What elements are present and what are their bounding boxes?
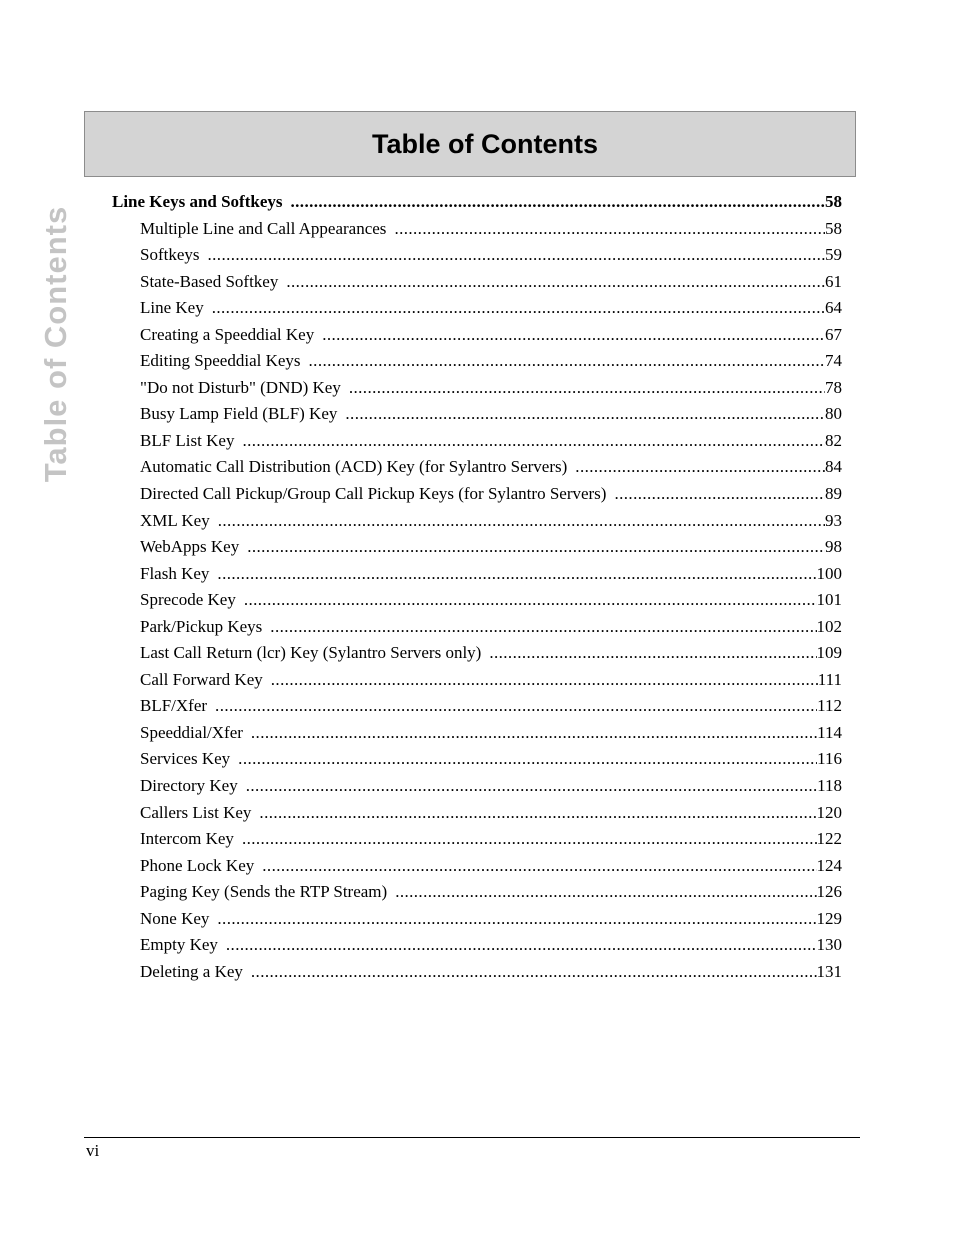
toc-entry-page: 64 — [825, 298, 842, 318]
toc-entry-title: Call Forward Key — [140, 669, 263, 689]
toc-entry-page: 58 — [825, 192, 842, 211]
toc-dot-leader — [283, 189, 826, 216]
toc-dot-leader — [567, 454, 825, 481]
toc-entry[interactable] — [112, 322, 842, 349]
toc-entry-title: Last Call Return (lcr) Key (Sylantro Servers only) — [140, 643, 482, 663]
page-title: Table of Contents — [372, 128, 598, 159]
toc-entry-title: Intercom Key — [140, 829, 234, 849]
toc-entry[interactable] — [112, 587, 842, 614]
toc-entry[interactable] — [112, 826, 842, 853]
toc-entry[interactable] — [112, 879, 842, 906]
toc-entry[interactable] — [112, 401, 842, 428]
toc-entry-title: Line Key — [140, 298, 204, 318]
toc-entry-page: 114 — [817, 722, 842, 742]
toc-entry[interactable] — [112, 720, 842, 747]
toc-entry[interactable] — [112, 561, 842, 588]
toc-entry-title: Multiple Line and Call Appearances — [140, 218, 387, 238]
toc-entry-page: 118 — [817, 776, 842, 796]
toc-entry-page: 61 — [825, 271, 842, 291]
toc-entry[interactable] — [112, 773, 842, 800]
toc-section-entry[interactable] — [112, 189, 842, 216]
toc-dot-leader — [386, 216, 825, 243]
toc-dot-leader — [234, 826, 817, 853]
toc-entry-title: Editing Speeddial Keys — [140, 351, 301, 371]
toc-entry-title: Softkeys — [140, 245, 200, 265]
toc-dot-leader — [243, 720, 817, 747]
toc-entry-page: 98 — [825, 537, 842, 557]
toc-entry[interactable] — [112, 216, 842, 243]
toc-entry-title: WebApps Key — [140, 537, 240, 557]
toc-dot-leader — [218, 932, 817, 959]
toc-entry-title: BLF List Key — [140, 430, 235, 450]
toc-entry[interactable] — [112, 906, 842, 933]
toc-entry-page: 67 — [825, 324, 842, 344]
toc-dot-leader — [337, 401, 825, 428]
toc-dot-leader — [263, 667, 818, 694]
toc-entry-title: Phone Lock Key — [140, 855, 255, 875]
toc-entry-title: Empty Key — [140, 935, 218, 955]
toc-entry[interactable] — [112, 640, 842, 667]
toc-entry-page: 111 — [817, 669, 842, 689]
toc-entry[interactable] — [112, 614, 842, 641]
side-tab-label: Table of Contents — [38, 205, 73, 483]
toc-entry[interactable] — [112, 667, 842, 694]
toc-entry-title: Directed Call Pickup/Group Call Pickup Keys (for Sylantro Servers) — [140, 484, 607, 504]
toc-entry[interactable] — [112, 508, 842, 535]
toc-entry-title: Directory Key — [140, 776, 238, 796]
toc-entry-title: Speeddial/Xfer — [140, 722, 243, 742]
toc-entry-title: BLF/Xfer — [140, 696, 208, 716]
toc-entry-title: Paging Key (Sends the RTP Stream) — [140, 882, 388, 902]
toc-entry-page: 89 — [825, 484, 842, 504]
toc-entry-page: 120 — [816, 802, 842, 822]
toc-entry-title: None Key — [140, 908, 210, 928]
toc-entry-page: 126 — [816, 882, 842, 902]
toc-entry-page: 124 — [816, 855, 842, 875]
toc-entry[interactable] — [112, 746, 842, 773]
toc-entry-title: Busy Lamp Field (BLF) Key — [140, 404, 338, 424]
toc-entry-page: 129 — [816, 908, 842, 928]
toc-entry-page: 59 — [825, 245, 842, 265]
toc-entry-title: Sprecode Key — [140, 590, 236, 610]
table-of-contents — [112, 189, 842, 985]
toc-entry-page: 74 — [825, 351, 842, 371]
toc-entry[interactable] — [112, 853, 842, 880]
toc-entry-page: 130 — [816, 935, 842, 955]
toc-entry[interactable] — [112, 348, 842, 375]
toc-entry[interactable] — [112, 375, 842, 402]
toc-entry[interactable] — [112, 932, 842, 959]
toc-entry[interactable] — [112, 693, 842, 720]
toc-dot-leader — [481, 640, 816, 667]
toc-entry[interactable] — [112, 481, 842, 508]
toc-dot-leader — [262, 614, 816, 641]
toc-entry-page: 78 — [825, 377, 842, 397]
toc-dot-leader — [236, 587, 817, 614]
toc-entry-page: 122 — [816, 829, 842, 849]
toc-entry-title: Services Key — [140, 749, 231, 769]
toc-dot-leader — [209, 906, 816, 933]
toc-entry-page: 112 — [817, 696, 842, 716]
toc-entry-page: 101 — [816, 590, 842, 610]
toc-dot-leader — [207, 693, 817, 720]
toc-entry[interactable] — [112, 534, 842, 561]
toc-dot-leader — [200, 242, 826, 269]
toc-dot-leader — [239, 534, 825, 561]
toc-entry-page: 131 — [816, 961, 842, 981]
toc-dot-leader — [251, 800, 816, 827]
toc-dot-leader — [314, 322, 825, 349]
toc-dot-leader — [387, 879, 816, 906]
toc-dot-leader — [606, 481, 825, 508]
toc-entry-title: Creating a Speeddial Key — [140, 324, 315, 344]
toc-entry-title: State-Based Softkey — [140, 271, 279, 291]
header-banner — [84, 111, 856, 177]
toc-dot-leader — [341, 375, 825, 402]
toc-dot-leader — [204, 295, 825, 322]
toc-entry-title: Callers List Key — [140, 802, 252, 822]
toc-entry-page: 102 — [816, 616, 842, 636]
toc-entry-title: XML Key — [140, 510, 210, 530]
toc-entry-title: Line Keys and Softkeys — [112, 192, 283, 211]
toc-dot-leader — [243, 959, 817, 986]
toc-entry-page: 93 — [825, 510, 842, 530]
toc-dot-leader — [234, 428, 825, 455]
toc-dot-leader — [301, 348, 825, 375]
toc-entry-title: Flash Key — [140, 563, 210, 583]
toc-entry-title: Automatic Call Distribution (ACD) Key (for Sylantro Servers) — [140, 457, 568, 477]
toc-entry[interactable] — [112, 959, 842, 986]
toc-dot-leader — [254, 853, 816, 880]
toc-dot-leader — [278, 269, 825, 296]
toc-dot-leader — [238, 773, 817, 800]
footer-page-number: vi — [86, 1141, 100, 1160]
toc-dot-leader — [210, 508, 825, 535]
toc-entry-page: 109 — [816, 643, 842, 663]
toc-entry[interactable] — [112, 428, 842, 455]
toc-entry-page: 116 — [817, 749, 842, 769]
toc-dot-leader — [230, 746, 817, 773]
footer-divider — [84, 1137, 860, 1138]
side-tab — [38, 188, 74, 500]
toc-dot-leader — [209, 561, 816, 588]
toc-entry-page: 82 — [825, 430, 842, 450]
toc-entry-page: 100 — [816, 563, 842, 583]
toc-entry-title: "Do not Disturb" (DND) Key — [140, 377, 341, 397]
toc-entry-page: 58 — [825, 218, 842, 238]
toc-entry-title: Deleting a Key — [140, 961, 243, 981]
toc-entry[interactable] — [112, 800, 842, 827]
toc-entry[interactable] — [112, 269, 842, 296]
toc-entry[interactable] — [112, 454, 842, 481]
toc-entry-page: 84 — [825, 457, 842, 477]
toc-entry-title: Park/Pickup Keys — [140, 616, 263, 636]
toc-entry[interactable] — [112, 295, 842, 322]
toc-entry-page: 80 — [825, 404, 842, 424]
toc-entry[interactable] — [112, 242, 842, 269]
